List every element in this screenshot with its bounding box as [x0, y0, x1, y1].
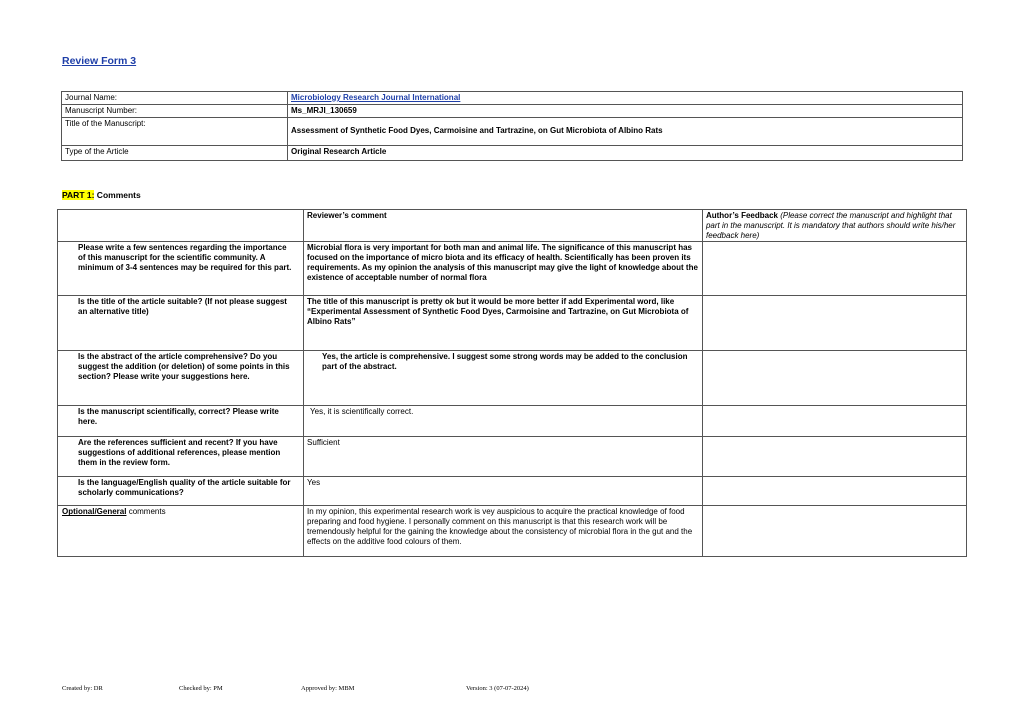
table-row	[58, 406, 967, 437]
reviewer-comment-scientific[interactable]: Yes, it is scientifically correct.	[304, 406, 703, 437]
manuscript-number-label: Manuscript Number:	[62, 104, 288, 117]
optional-comments-label	[58, 506, 304, 557]
journal-label: Journal Name:	[62, 92, 288, 105]
question-scientific: Is the manuscript scientifically, correct? Please write here.	[58, 406, 304, 437]
table-row	[58, 477, 967, 506]
manuscript-title-label: Title of the Manuscript:	[62, 117, 288, 145]
table-row	[58, 506, 967, 557]
journal-link[interactable]: Microbiology Research Journal International	[291, 93, 461, 102]
comments-table	[57, 209, 967, 557]
author-feedback-header-note: (Please correct the manuscript and highlight that part in the manuscript. It is mandatory that authors should write his/her feedback here)	[705, 211, 956, 240]
manuscript-number-row	[62, 104, 963, 117]
question-language: Is the language/English quality of the article suitable for scholarly communications?	[58, 477, 304, 506]
reviewer-comment-abstract[interactable]: Yes, the article is comprehensive. I suggest some strong words may be added to the conclusion part of the abstract.	[304, 351, 703, 406]
article-type-value: Original Research Article	[288, 145, 963, 160]
question-title: Is the title of the article suitable? (If not please suggest an alternative title)	[58, 296, 304, 351]
comments-header-row	[58, 210, 967, 242]
author-feedback-header-bold: Author’s Feedback	[705, 211, 778, 220]
journal-row	[62, 92, 963, 105]
form-title: Review Form 3	[62, 55, 137, 67]
manuscript-number-value: Ms_MRJI_130659	[288, 104, 963, 117]
article-type-label: Type of the Article	[62, 145, 288, 160]
journal-value	[288, 92, 963, 105]
manuscript-info-table	[61, 91, 963, 161]
header-blank-cell	[58, 210, 304, 242]
reviewer-comment-importance[interactable]: Microbial flora is very important for both man and animal life. The significance of this manuscript has focused on the importance of micro biota and its efficacy of health. Scientifically has been proven its requirements. As my opinion the analysis of this manuscript may give the light of knowledge about the existence of acceptable number of normal flora	[304, 242, 703, 296]
author-feedback-references[interactable]	[702, 437, 966, 477]
manuscript-title-value: Assessment of Synthetic Food Dyes, Carmoisine and Tartrazine, on Gut Microbiota of Albino Rats	[288, 117, 963, 145]
footer-version: Version: 3 (07-07-2024)	[466, 685, 529, 692]
manuscript-title-row	[62, 117, 963, 145]
reviewer-comment-language[interactable]: Yes	[304, 477, 703, 506]
reviewer-comment-references[interactable]: Sufficient	[304, 437, 703, 477]
optional-label-rest: comments	[126, 507, 166, 517]
author-feedback-language[interactable]	[702, 477, 966, 506]
question-references: Are the references sufficient and recent? If you have suggestions of additional references, please mention them in the review form.	[58, 437, 304, 477]
author-feedback-header	[702, 210, 966, 242]
author-feedback-abstract[interactable]	[702, 351, 966, 406]
author-feedback-importance[interactable]	[702, 242, 966, 296]
author-feedback-title[interactable]	[702, 296, 966, 351]
question-importance: Please write a few sentences regarding the importance of this manuscript for the scientific community. A minimum of 3-4 sentences may be required for this part.	[58, 242, 304, 296]
reviewer-comment-title[interactable]: The title of this manuscript is pretty ok but it would be more better if add Experimental word, like “Experimental Assessment of Synthetic Food Dyes, Carmoisine and Tartrazine, on Gut Microbiota of Albino Rats”	[304, 296, 703, 351]
table-row	[58, 296, 967, 351]
table-row	[58, 351, 967, 406]
question-abstract: Is the abstract of the article comprehensive? Do you suggest the addition (or deletion) of some points in this section? Please write your suggestions here.	[58, 351, 304, 406]
footer-approved: Approved by: MBM	[301, 685, 355, 692]
part1-suffix: Comments	[94, 190, 141, 200]
optional-label-underlined: Optional/General	[62, 507, 127, 517]
part1-heading	[62, 190, 141, 200]
footer-checked: Checked by: PM	[179, 685, 223, 692]
reviewer-comment-header: Reviewer’s comment	[304, 210, 703, 242]
author-feedback-optional[interactable]	[702, 506, 966, 557]
part1-label: PART 1:	[62, 190, 95, 200]
footer-created: Created by: DR	[62, 685, 103, 692]
reviewer-comment-optional[interactable]: In my opinion, this experimental research work is vey auspicious to acquire the practical knowledge of food preparing and food hygiene. I personally comment on this manuscript is that this research work will be tremendously helpful for the gaining the knowledge about the consistency of microbial flora in the gut and the effects on the additive food colours of them.	[304, 506, 703, 557]
article-type-row	[62, 145, 963, 160]
table-row	[58, 437, 967, 477]
author-feedback-scientific[interactable]	[702, 406, 966, 437]
table-row	[58, 242, 967, 296]
